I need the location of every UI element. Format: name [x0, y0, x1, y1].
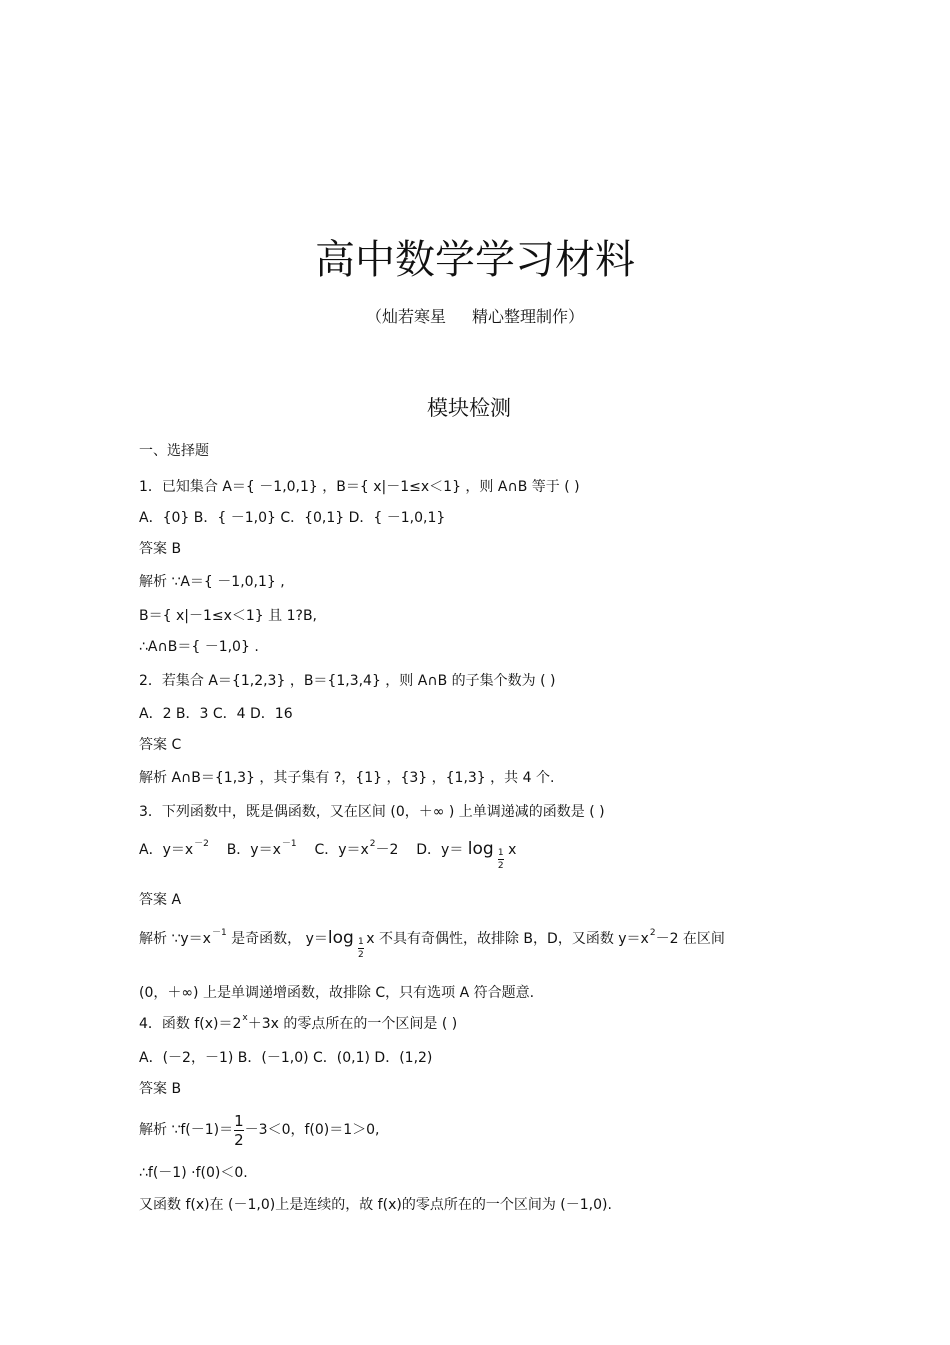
q3-an-tail: －2 在区间 — [655, 931, 725, 947]
q3-stem: 3．下列函数中，既是偶函数，又在区间 (0，＋∞ ) 上单调递减的函数是 ( ) — [139, 804, 605, 820]
an-log-base-num: 1 — [358, 937, 364, 947]
q3-answer: 答案 A — [139, 892, 182, 908]
q4-an-fraction — [234, 1113, 244, 1148]
q2-answer: 答案 C — [139, 737, 182, 753]
q4-an-tail: －3＜0，f(0)＝1＞0, — [244, 1122, 380, 1138]
q1-options: A．{0} B．{ －1,0} C．{0,1} D．{ －1,0,1} — [139, 510, 446, 526]
q3-an-exp2: 2 — [649, 928, 656, 938]
q1-answer: 答案 B — [139, 541, 182, 557]
page-title: 高中数学学习材料 — [315, 237, 635, 283]
q3-opt-d: D．y＝ — [416, 842, 464, 858]
q4-analysis-3: 又函数 f(x)在 (－1,0)上是连续的，故 f(x)的零点所在的一个区间为 (－1,0). — [139, 1197, 612, 1213]
q3-opt-c-exp: 2 — [369, 839, 376, 849]
subtitle-right: 精心整理制作） — [472, 307, 585, 326]
q3-opt-d-arg: x — [508, 842, 517, 858]
q4-stem-exp: x — [242, 1013, 248, 1023]
q3-an-prefix: 解析 ∵y＝x — [139, 931, 211, 947]
section-title: 模块检测 — [427, 396, 511, 420]
q3-analysis-1 — [139, 928, 725, 960]
q4-stem-b: ＋3x 的零点所在的一个区间是 ( ) — [247, 1016, 458, 1032]
q3-an-mid: 是奇函数， y＝ — [231, 931, 328, 947]
q1-analysis-3: ∴A∩B＝{ －1,0} . — [139, 639, 259, 655]
q3-an-log — [327, 928, 364, 960]
q2-analysis: 解析 A∩B＝{1,3} ，其子集有 ?，{1} ，{3} ，{1,3} ，共 4 个. — [139, 770, 555, 786]
part-heading: 一、选择题 — [139, 443, 209, 459]
q4-analysis-2: ∴f(－1) ·f(0)＜0. — [139, 1165, 248, 1181]
q3-options — [139, 839, 517, 871]
q3-opt-b: B．y＝x — [226, 842, 281, 858]
q1-analysis-1: 解析 ∵A＝{ －1,0,1} , — [139, 574, 285, 590]
q3-analysis-2: (0，＋∞) 上是单调递增函数，故排除 C，只有选项 A 符合题意. — [139, 985, 535, 1001]
q2-options: A．2 B．3 C．4 D．16 — [139, 706, 293, 722]
q2-stem: 2．若集合 A＝{1,2,3} ，B＝{1,3,4} ，则 A∩B 的子集个数为 ( ) — [139, 673, 556, 689]
q1-stem: 1．已知集合 A＝{ －1,0,1} ，B＝{ x|－1≤x＜1} ，则 A∩B 等于 ( ) — [139, 479, 580, 495]
an-log-base-den: 2 — [358, 950, 364, 960]
log-base-num: 1 — [497, 848, 504, 858]
q3-opt-a: A．y＝x — [139, 842, 194, 858]
q3-opt-d-log — [467, 839, 504, 871]
an-log-base — [358, 937, 364, 960]
q3-opt-c-tail: －2 — [375, 842, 399, 858]
q4-an-prefix: 解析 ∵f(－1)＝ — [139, 1122, 234, 1138]
q3-opt-b-exp: －1 — [281, 839, 297, 849]
frac-den: 2 — [234, 1130, 244, 1149]
q3-an-exp: －1 — [211, 928, 227, 938]
q4-stem — [139, 1015, 457, 1035]
log-base-den: 2 — [497, 861, 504, 871]
q4-answer: 答案 B — [139, 1081, 182, 1097]
q3-opt-a-exp: －2 — [194, 839, 209, 849]
an-log-word: log — [327, 928, 354, 948]
q4-analysis-1 — [139, 1112, 380, 1148]
frac-num: 1 — [234, 1111, 244, 1130]
q4-options: A．(－2，－1) B．(－1,0) C．(0,1) D．(1,2) — [139, 1050, 433, 1066]
q1-analysis-2: B＝{ x|－1≤x＜1} 且 1?B, — [139, 608, 317, 624]
q3-an-log-arg: x 不具有奇偶性，故排除 B，D，又函数 y＝x — [366, 931, 649, 947]
page-subtitle — [0, 306, 950, 328]
log-word: log — [467, 839, 494, 859]
q4-stem-a: 4．函数 f(x)＝2 — [139, 1016, 242, 1032]
subtitle-left: （灿若寒星 — [365, 307, 446, 326]
log-base — [498, 848, 504, 871]
q3-opt-c: C．y＝x — [314, 842, 369, 858]
